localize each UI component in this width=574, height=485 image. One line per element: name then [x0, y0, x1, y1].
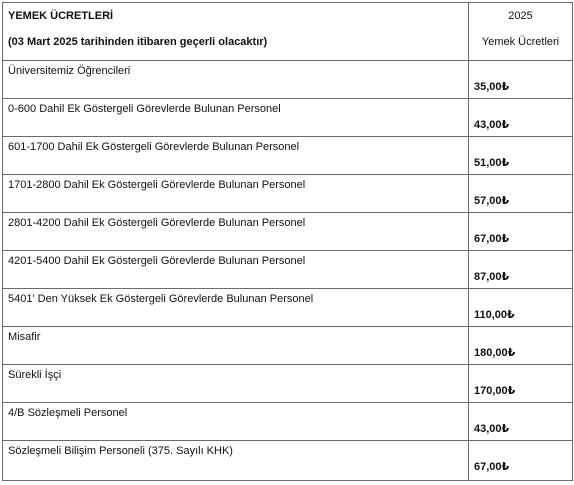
category-label: Üniversitemiz Öğrencileri	[8, 65, 131, 77]
table-row	[3, 327, 573, 365]
category-cell	[3, 441, 469, 481]
category-label: 4/B Sözleşmeli Personel	[8, 407, 128, 419]
category-cell	[3, 289, 469, 327]
price-value: 67,00₺	[474, 461, 510, 473]
header-year: 2025	[508, 10, 533, 22]
category-label: 1701-2800 Dahil Ek Göstergeli Görevlerde Bulunan Personel	[8, 179, 306, 191]
category-cell	[3, 327, 469, 365]
table-title: YEMEK ÜCRETLERİ	[8, 10, 114, 22]
table-row	[3, 61, 573, 99]
price-value: 67,00₺	[474, 233, 510, 245]
price-cell	[469, 403, 573, 441]
price-value: 35,00₺	[474, 81, 510, 93]
table-subtitle: (03 Mart 2025 tarihinden itibaren geçerli olacaktır)	[8, 36, 268, 48]
price-cell	[469, 441, 573, 481]
price-cell	[469, 327, 573, 365]
table-row	[3, 289, 573, 327]
category-label: 5401' Den Yüksek Ek Göstergeli Görevlerde Bulunan Personel	[8, 293, 314, 305]
table-header-row	[3, 3, 573, 61]
table-row	[3, 99, 573, 137]
table-row	[3, 251, 573, 289]
table-row	[3, 365, 573, 403]
price-value: 51,00₺	[474, 157, 510, 169]
price-cell	[469, 61, 573, 99]
category-label: 2801-4200 Dahil Ek Göstergeli Görevlerde Bulunan Personel	[8, 217, 306, 229]
price-value: 43,00₺	[474, 423, 510, 435]
price-cell	[469, 137, 573, 175]
category-label: Misafir	[8, 331, 41, 343]
category-cell	[3, 213, 469, 251]
category-cell	[3, 99, 469, 137]
price-value: 110,00₺	[474, 309, 515, 321]
price-cell	[469, 289, 573, 327]
category-label: 0-600 Dahil Ek Göstergeli Görevlerde Bulunan Personel	[8, 103, 281, 115]
category-cell	[3, 175, 469, 213]
table-row	[3, 441, 573, 481]
category-cell	[3, 403, 469, 441]
price-value: 43,00₺	[474, 119, 510, 131]
table-row	[3, 137, 573, 175]
price-cell	[469, 213, 573, 251]
category-cell	[3, 365, 469, 403]
price-value: 180,00₺	[474, 347, 516, 359]
table-row	[3, 213, 573, 251]
price-cell	[469, 175, 573, 213]
category-cell	[3, 61, 469, 99]
price-cell	[469, 251, 573, 289]
table-row	[3, 403, 573, 441]
price-cell	[469, 99, 573, 137]
category-label: Sözleşmeli Bilişim Personeli (375. Sayılı KHK)	[8, 445, 233, 457]
price-cell	[469, 365, 573, 403]
price-value: 87,00₺	[474, 271, 510, 283]
category-label: Sürekli İşçi	[8, 369, 62, 381]
meal-fee-table	[2, 2, 573, 481]
table-row	[3, 175, 573, 213]
category-label: 601-1700 Dahil Ek Göstergeli Görevlerde Bulunan Personel	[8, 141, 300, 153]
price-value: 57,00₺	[474, 195, 510, 207]
category-cell	[3, 251, 469, 289]
category-label: 4201-5400 Dahil Ek Göstergeli Görevlerde Bulunan Personel	[8, 255, 306, 267]
header-price-cell	[469, 3, 573, 61]
price-value: 170,00₺	[474, 385, 516, 397]
category-cell	[3, 137, 469, 175]
header-column-label: Yemek Ücretleri	[481, 36, 560, 48]
header-category-cell	[3, 3, 469, 61]
